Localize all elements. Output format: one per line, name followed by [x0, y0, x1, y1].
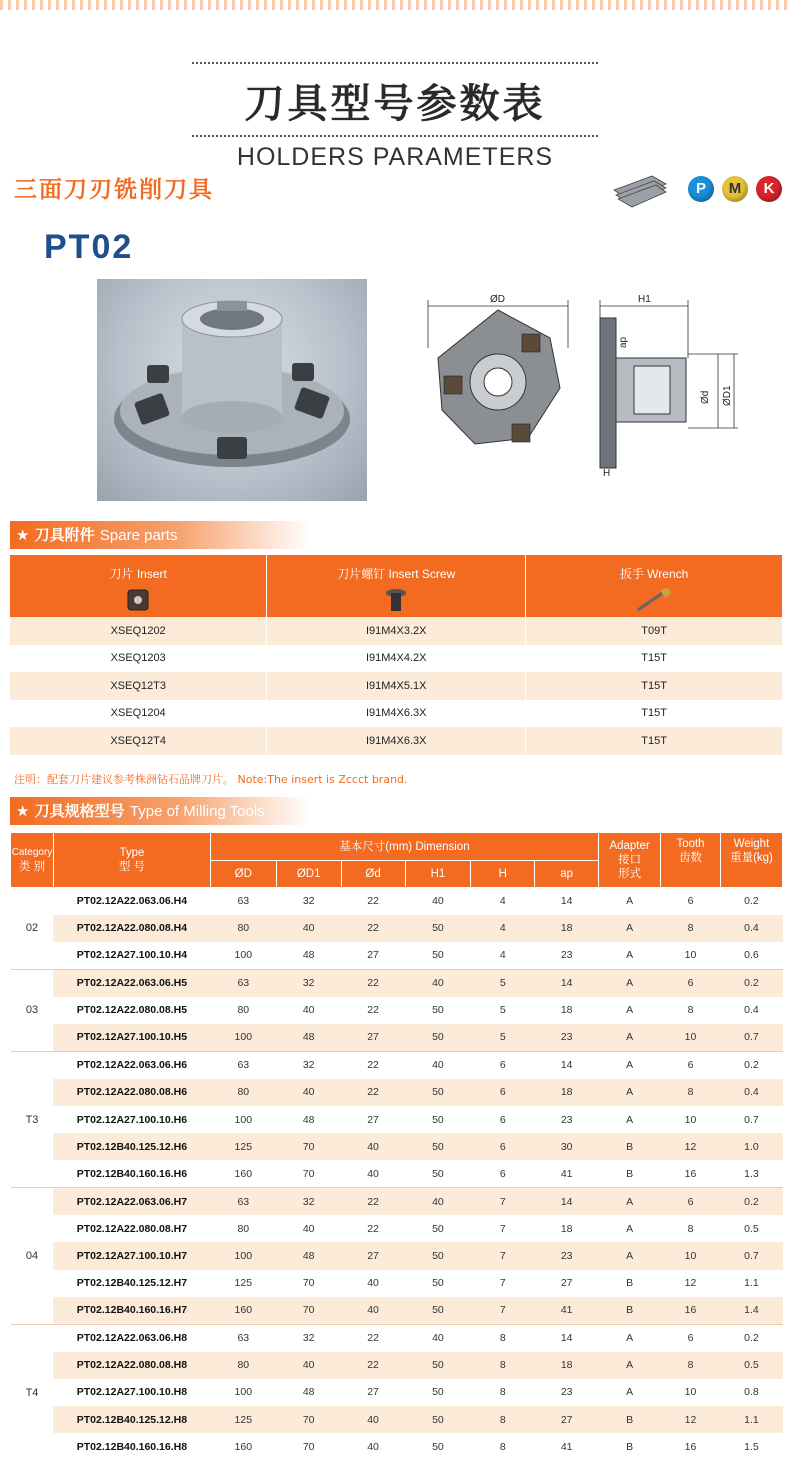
- value-cell: 70: [276, 1297, 341, 1324]
- value-cell: 160: [210, 1297, 276, 1324]
- value-cell: 40: [405, 888, 471, 915]
- value-cell: A: [626, 949, 634, 962]
- value-cell: 12: [684, 1277, 697, 1290]
- value-cell: 0.2: [720, 888, 782, 915]
- header-D: ØD: [210, 861, 276, 888]
- value-cell: 32: [276, 1051, 341, 1078]
- value-cell: 23: [560, 949, 573, 962]
- value-cell: 50: [432, 1004, 444, 1017]
- value-cell: 22: [341, 888, 405, 915]
- value-cell: 0.2: [720, 1051, 782, 1078]
- value-cell: 1.3: [744, 1167, 759, 1180]
- value-cell: 50: [432, 1113, 444, 1126]
- value-cell: 50: [405, 1242, 471, 1269]
- value-cell: 70: [302, 1167, 315, 1180]
- dim-label-H: H: [603, 468, 611, 478]
- value-cell: 12: [661, 1133, 721, 1160]
- value-cell: 16: [684, 1167, 697, 1180]
- value-cell: A: [599, 915, 661, 942]
- value-cell: 8: [687, 1222, 694, 1235]
- value-cell: 32: [276, 1324, 341, 1351]
- spec-row: [11, 1133, 783, 1160]
- value-cell: 8: [471, 1406, 535, 1433]
- type-cell: PT02.12A27.100.10.H7: [53, 1242, 210, 1269]
- spec-row: [11, 1406, 783, 1433]
- value-cell: 100: [234, 949, 253, 962]
- value-cell: 41: [535, 1297, 599, 1324]
- type-cell: PT02.12A27.100.10.H4: [76, 949, 188, 962]
- value-cell: 70: [302, 1441, 315, 1454]
- value-cell: 8: [499, 1441, 506, 1454]
- spec-row: [11, 969, 783, 996]
- value-cell: 12: [661, 1406, 721, 1433]
- category-cell: 03: [11, 969, 54, 1051]
- wrench-icon: [634, 588, 674, 612]
- value-cell: 100: [234, 1113, 253, 1126]
- value-cell: A: [599, 1188, 661, 1215]
- value-cell: 6: [661, 1188, 721, 1215]
- type-cell: PT02.12A22.063.06.H8: [53, 1324, 210, 1351]
- value-cell: 10: [684, 1386, 697, 1399]
- value-cell: A: [599, 1024, 661, 1051]
- header-wrench: 扳手 Wrench: [526, 555, 783, 617]
- value-cell: 50: [405, 1133, 471, 1160]
- value-cell: 41: [560, 1441, 573, 1454]
- value-cell: 18: [560, 1222, 573, 1235]
- spec-row: [11, 1215, 783, 1242]
- page-title-block: [0, 62, 790, 172]
- spec-row: [11, 1160, 783, 1187]
- value-cell: 50: [405, 1297, 471, 1324]
- type-cell: PT02.12A22.080.08.H7: [76, 1222, 188, 1235]
- dim-label-ap: ap: [618, 336, 629, 348]
- type-cell: PT02.12B40.125.12.H7: [76, 1277, 188, 1290]
- value-cell: A: [599, 969, 661, 996]
- value-cell: 14: [535, 888, 599, 915]
- dim-label-D1: ØD1: [722, 385, 733, 406]
- value-cell: 100: [210, 1024, 276, 1051]
- value-cell: 50: [432, 1386, 444, 1399]
- value-cell: A: [626, 1004, 634, 1017]
- value-cell: 27: [535, 1406, 599, 1433]
- value-cell: 8: [471, 1324, 535, 1351]
- value-cell: 40: [341, 1297, 405, 1324]
- value-cell: 22: [341, 1051, 405, 1078]
- spare-parts-row: XSEQ12T3 I91M4X5.1X T15T: [10, 672, 783, 700]
- value-cell: 40: [405, 1188, 471, 1215]
- spare-parts-header-row: [10, 555, 783, 617]
- value-cell: 6: [499, 1167, 506, 1180]
- header-D1: ØD1: [276, 861, 341, 888]
- value-cell: B: [626, 1167, 634, 1180]
- value-cell: 50: [432, 1167, 444, 1180]
- value-cell: 10: [661, 1024, 721, 1051]
- value-cell: 40: [405, 969, 471, 996]
- header-category: Category 类 别: [11, 833, 54, 888]
- value-cell: 8: [471, 1352, 535, 1379]
- category-cell: 02: [11, 888, 54, 970]
- value-cell: B: [599, 1406, 661, 1433]
- value-cell: 70: [276, 1406, 341, 1433]
- value-cell: 16: [684, 1441, 697, 1454]
- value-cell: 32: [276, 1188, 341, 1215]
- value-cell: 40: [405, 1324, 471, 1351]
- value-cell: 100: [234, 1386, 253, 1399]
- value-cell: 23: [535, 1242, 599, 1269]
- spec-row: [11, 942, 783, 969]
- value-cell: 14: [535, 969, 599, 996]
- spare-parts-row: XSEQ12T4 I91M4X6.3X T15T: [10, 727, 783, 755]
- material-m-badge: M: [722, 176, 748, 202]
- value-cell: 27: [341, 1242, 405, 1269]
- page-title: 刀具型号参数表: [244, 81, 546, 127]
- value-cell: B: [626, 1277, 634, 1290]
- spec-row: [11, 997, 783, 1024]
- value-cell: 63: [210, 1188, 276, 1215]
- value-cell: 0.2: [720, 1324, 782, 1351]
- value-cell: A: [599, 1079, 661, 1106]
- milling-tools-title-en: Type of Milling Tools: [129, 803, 265, 820]
- value-cell: 63: [210, 1051, 276, 1078]
- value-cell: 6: [661, 969, 721, 996]
- value-cell: 48: [302, 949, 315, 962]
- spec-row: [11, 1270, 783, 1297]
- top-decoration: [0, 0, 790, 10]
- value-cell: 1.4: [720, 1297, 782, 1324]
- value-cell: 14: [535, 1051, 599, 1078]
- value-cell: 50: [432, 949, 444, 962]
- value-cell: 48: [302, 1113, 315, 1126]
- value-cell: 4: [499, 949, 506, 962]
- value-cell: 50: [432, 1441, 444, 1454]
- material-badges: [612, 166, 782, 214]
- value-cell: 1.5: [744, 1441, 759, 1454]
- type-cell: PT02.12A27.100.10.H5: [53, 1024, 210, 1051]
- spec-row: [11, 1051, 783, 1078]
- type-cell: PT02.12A22.063.06.H6: [53, 1051, 210, 1078]
- value-cell: 6: [471, 1133, 535, 1160]
- value-cell: 80: [237, 1222, 250, 1235]
- value-cell: 23: [535, 1024, 599, 1051]
- value-cell: 0.5: [720, 1352, 782, 1379]
- value-cell: 50: [405, 915, 471, 942]
- value-cell: 0.4: [720, 915, 782, 942]
- value-cell: 70: [302, 1277, 315, 1290]
- value-cell: 32: [276, 888, 341, 915]
- category-cell: 04: [11, 1188, 54, 1324]
- cutter-photo-illustration: [97, 279, 367, 501]
- value-cell: A: [626, 1386, 634, 1399]
- value-cell: 160: [234, 1167, 253, 1180]
- header-adapter: Adapter 接口 形式: [599, 833, 661, 888]
- spec-row: [11, 1297, 783, 1324]
- value-cell: 27: [341, 1024, 405, 1051]
- screw-icon: [384, 588, 408, 614]
- category-cell: T3: [11, 1051, 54, 1187]
- value-cell: 32: [276, 969, 341, 996]
- value-cell: 22: [367, 1004, 379, 1017]
- value-cell: A: [626, 1222, 634, 1235]
- value-cell: 6: [499, 1113, 506, 1126]
- milling-tools-section-header: [10, 797, 310, 825]
- page-title-english: HOLDERS PARAMETERS: [236, 143, 554, 171]
- header-weight: Weight 重量(kg): [720, 833, 782, 888]
- value-cell: 5: [471, 969, 535, 996]
- spare-parts-table: [10, 555, 783, 755]
- product-photo: [97, 279, 367, 501]
- value-cell: A: [599, 888, 661, 915]
- value-cell: 22: [341, 1188, 405, 1215]
- value-cell: 48: [276, 1242, 341, 1269]
- milling-tools-title-cn: ★ 刀具规格型号: [16, 802, 125, 820]
- title-divider-top: [192, 62, 598, 64]
- value-cell: 6: [471, 1051, 535, 1078]
- value-cell: 0.4: [720, 1079, 782, 1106]
- value-cell: 63: [210, 888, 276, 915]
- value-cell: 0.8: [744, 1386, 759, 1399]
- value-cell: 22: [341, 1079, 405, 1106]
- value-cell: 10: [684, 949, 697, 962]
- value-cell: 4: [471, 888, 535, 915]
- spec-row: [11, 1106, 783, 1133]
- value-cell: B: [626, 1441, 634, 1454]
- value-cell: 0.4: [744, 1004, 759, 1017]
- value-cell: 41: [560, 1167, 573, 1180]
- spare-parts-row: XSEQ1203 I91M4X4.2X T15T: [10, 645, 783, 673]
- value-cell: 18: [535, 1352, 599, 1379]
- value-cell: 18: [560, 1004, 573, 1017]
- title-divider-bottom: [192, 135, 598, 137]
- value-cell: 1.1: [744, 1277, 759, 1290]
- spare-parts-row: XSEQ1202 I91M4X3.2X T09T: [10, 617, 783, 645]
- material-k-badge: K: [756, 176, 782, 202]
- value-cell: 6: [661, 888, 721, 915]
- value-cell: A: [599, 1242, 661, 1269]
- value-cell: 0.5: [744, 1222, 759, 1235]
- spare-parts-title-en: Spare parts: [99, 527, 178, 544]
- material-p-badge: P: [688, 176, 714, 202]
- value-cell: 27: [367, 1386, 379, 1399]
- value-cell: 30: [535, 1133, 599, 1160]
- value-cell: 80: [210, 915, 276, 942]
- value-cell: 8: [661, 1352, 721, 1379]
- value-cell: 0.6: [744, 949, 759, 962]
- value-cell: 63: [210, 969, 276, 996]
- insert-brand-note: 注明：配套刀片建议参考株洲钻石品牌刀片。 Note:The insert is Zccct brand.: [14, 773, 408, 786]
- value-cell: 50: [405, 1352, 471, 1379]
- value-cell: A: [599, 1051, 661, 1078]
- category-cell: T4: [11, 1324, 54, 1460]
- value-cell: 10: [684, 1113, 697, 1126]
- header-tooth: Tooth 齿数: [661, 833, 721, 888]
- type-cell: PT02.12A27.100.10.H6: [76, 1113, 188, 1126]
- value-cell: 50: [432, 1222, 444, 1235]
- value-cell: 50: [405, 1024, 471, 1051]
- value-cell: 14: [535, 1188, 599, 1215]
- header-type: Type 型 号: [53, 833, 210, 888]
- value-cell: 40: [341, 1133, 405, 1160]
- spec-row: [11, 1188, 783, 1215]
- value-cell: 18: [535, 915, 599, 942]
- value-cell: A: [599, 1352, 661, 1379]
- technical-drawing: [420, 288, 750, 478]
- spare-parts-title-cn: ★ 刀具附件: [16, 526, 95, 544]
- value-cell: 125: [210, 1133, 276, 1160]
- value-cell: 7: [499, 1222, 506, 1235]
- value-cell: 4: [471, 915, 535, 942]
- value-cell: 50: [405, 1079, 471, 1106]
- value-cell: 40: [405, 1051, 471, 1078]
- header-H: H: [471, 861, 535, 888]
- value-cell: 1.0: [720, 1133, 782, 1160]
- header-dimension: 基本尺寸(mm) Dimension: [210, 833, 598, 861]
- type-cell: PT02.12A27.100.10.H8: [76, 1386, 188, 1399]
- type-cell: PT02.12B40.160.16.H8: [76, 1441, 188, 1454]
- dim-label-D: ØD: [490, 294, 505, 305]
- value-cell: 125: [210, 1406, 276, 1433]
- value-cell: 16: [661, 1297, 721, 1324]
- value-cell: 125: [234, 1277, 253, 1290]
- header-H1: H1: [405, 861, 471, 888]
- type-cell: PT02.12A22.080.08.H8: [53, 1352, 210, 1379]
- spare-parts-row: XSEQ1204 I91M4X6.3X T15T: [10, 700, 783, 728]
- value-cell: 6: [661, 1051, 721, 1078]
- value-cell: 5: [471, 1024, 535, 1051]
- value-cell: 7: [471, 1297, 535, 1324]
- value-cell: 80: [237, 1004, 250, 1017]
- value-cell: 40: [302, 1004, 315, 1017]
- spec-row: [11, 1024, 783, 1051]
- value-cell: 160: [234, 1441, 253, 1454]
- dim-label-d: Ød: [700, 390, 711, 404]
- value-cell: 8: [661, 1079, 721, 1106]
- value-cell: 7: [499, 1277, 506, 1290]
- value-cell: 22: [367, 1222, 379, 1235]
- type-cell: PT02.12B40.125.12.H8: [53, 1406, 210, 1433]
- type-cell: PT02.12A22.063.06.H5: [53, 969, 210, 996]
- value-cell: 27: [560, 1277, 573, 1290]
- insert-icon: [126, 588, 150, 612]
- value-cell: 50: [405, 1406, 471, 1433]
- type-cell: PT02.12A22.080.08.H4: [53, 915, 210, 942]
- value-cell: 0.7: [744, 1113, 759, 1126]
- spec-header-row-1: [11, 833, 783, 861]
- value-cell: 40: [276, 915, 341, 942]
- header-insert-screw: 刀片螺钉 Insert Screw: [267, 555, 526, 617]
- value-cell: 100: [210, 1242, 276, 1269]
- value-cell: 22: [341, 1352, 405, 1379]
- value-cell: 40: [276, 1079, 341, 1106]
- value-cell: 23: [560, 1386, 573, 1399]
- value-cell: 5: [499, 1004, 506, 1017]
- value-cell: 7: [471, 1242, 535, 1269]
- value-cell: 0.7: [720, 1242, 782, 1269]
- value-cell: 14: [535, 1324, 599, 1351]
- spec-row: [11, 1379, 783, 1406]
- type-cell: PT02.12A22.063.06.H7: [53, 1188, 210, 1215]
- value-cell: 50: [432, 1277, 444, 1290]
- spec-row: [11, 888, 783, 915]
- value-cell: 80: [210, 1079, 276, 1106]
- value-cell: 40: [367, 1441, 379, 1454]
- value-cell: B: [599, 1297, 661, 1324]
- value-cell: 40: [302, 1222, 315, 1235]
- value-cell: 0.7: [720, 1024, 782, 1051]
- spec-row: [11, 1242, 783, 1269]
- value-cell: 70: [276, 1133, 341, 1160]
- spec-row: [11, 1324, 783, 1351]
- header-d: Ød: [341, 861, 405, 888]
- spec-row: [11, 1079, 783, 1106]
- value-cell: 40: [367, 1167, 379, 1180]
- value-cell: 27: [367, 1113, 379, 1126]
- value-cell: 8: [661, 915, 721, 942]
- value-cell: 40: [276, 1352, 341, 1379]
- value-cell: A: [626, 1113, 634, 1126]
- value-cell: 7: [471, 1188, 535, 1215]
- product-subtitle: 三面刀刃铣削刀具: [14, 177, 214, 203]
- value-cell: 22: [341, 969, 405, 996]
- value-cell: B: [599, 1133, 661, 1160]
- value-cell: 18: [535, 1079, 599, 1106]
- milling-tools-table: [10, 832, 783, 1461]
- type-cell: PT02.12B40.160.16.H6: [76, 1167, 188, 1180]
- value-cell: 0.2: [720, 969, 782, 996]
- spec-table-body: [11, 888, 783, 1461]
- insert-stack-icon: [612, 170, 668, 208]
- value-cell: 63: [210, 1324, 276, 1351]
- value-cell: 8: [687, 1004, 694, 1017]
- value-cell: 0.2: [720, 1188, 782, 1215]
- value-cell: 6: [471, 1079, 535, 1106]
- value-cell: 1.1: [720, 1406, 782, 1433]
- dim-label-H1: H1: [638, 294, 651, 305]
- spare-parts-section-header: [10, 521, 310, 549]
- value-cell: 22: [341, 915, 405, 942]
- spec-row: [11, 1352, 783, 1379]
- value-cell: 40: [367, 1277, 379, 1290]
- model-name: PT02: [44, 228, 134, 266]
- header-ap: ap: [535, 861, 599, 888]
- value-cell: 40: [341, 1406, 405, 1433]
- value-cell: 48: [276, 1024, 341, 1051]
- value-cell: 48: [302, 1386, 315, 1399]
- type-cell: PT02.12A22.080.08.H5: [76, 1004, 188, 1017]
- value-cell: 10: [661, 1242, 721, 1269]
- value-cell: 22: [341, 1324, 405, 1351]
- type-cell: PT02.12B40.125.12.H6: [53, 1133, 210, 1160]
- value-cell: 23: [560, 1113, 573, 1126]
- value-cell: 27: [367, 949, 379, 962]
- value-cell: 80: [210, 1352, 276, 1379]
- value-cell: 6: [661, 1324, 721, 1351]
- value-cell: A: [599, 1324, 661, 1351]
- spec-row: [11, 915, 783, 942]
- type-cell: PT02.12B40.160.16.H7: [53, 1297, 210, 1324]
- type-cell: PT02.12A22.080.08.H6: [53, 1079, 210, 1106]
- header-insert: 刀片 Insert: [10, 555, 267, 617]
- value-cell: 8: [499, 1386, 506, 1399]
- spec-row: [11, 1433, 783, 1460]
- type-cell: PT02.12A22.063.06.H4: [53, 888, 210, 915]
